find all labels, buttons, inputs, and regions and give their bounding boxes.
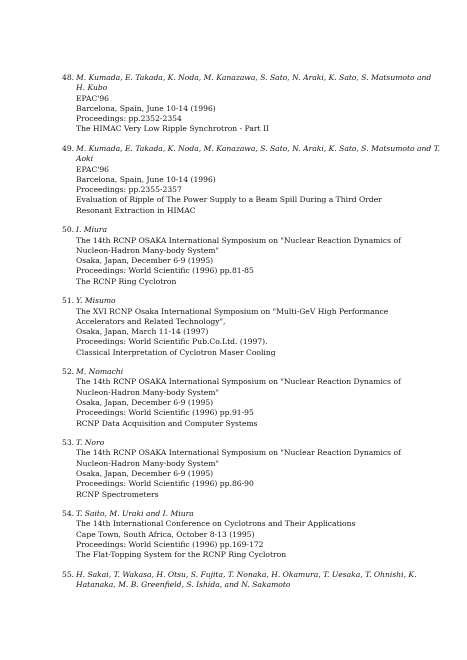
reference-proceedings: Proceedings: World Scientific Pub.Co.Ltd. (1997). <box>76 337 268 347</box>
reference-proceedings: Proceedings: pp.2352-2354 <box>76 114 182 124</box>
reference-venue-continued: Nucleon-Hadron Many-body System" <box>76 458 219 468</box>
reference-authors: I. Miura <box>76 225 108 235</box>
reference-entry <box>62 73 442 135</box>
reference-entry <box>62 367 442 429</box>
reference-entry <box>62 438 442 500</box>
reference-authors: T. Saito, M. Uraki and I. Miura <box>76 509 194 519</box>
reference-location: Barcelona, Spain, June 10-14 (1996) <box>76 174 216 184</box>
reference-proceedings: Proceedings: World Scientific (1996) pp.81-85 <box>76 266 254 276</box>
reference-entry <box>62 144 442 216</box>
reference-title: The RCNP Ring Cyclotron <box>76 276 177 286</box>
reference-venue-continued: Accelerators and Related Technology", <box>76 316 226 326</box>
reference-entry <box>62 509 442 560</box>
reference-venue: The 14th RCNP OSAKA International Symposium on "Nuclear Reaction Dynamics of <box>76 377 401 387</box>
reference-number: 55. <box>62 569 75 579</box>
reference-body <box>76 367 442 429</box>
reference-body <box>76 509 442 560</box>
reference-title: The HIMAC Very Low Ripple Synchrotron - Part II <box>76 124 269 134</box>
reference-title: The Flat-Topping System for the RCNP Ring Cyclotron <box>76 550 287 560</box>
reference-number: 49. <box>62 143 75 153</box>
reference-title: Evaluation of Ripple of The Power Supply to a Beam Spill During a Third Order <box>76 195 382 205</box>
reference-venue: EPAC'96 <box>76 164 109 174</box>
reference-number: 53. <box>62 438 75 448</box>
reference-authors: M. Kumada, E. Takada, K. Noda, M. Kanazawa, S. Sato, N. Araki, K. Sato, S. Matsumoto and T. Aoki <box>76 143 441 164</box>
reference-body <box>76 438 442 500</box>
reference-location: Barcelona, Spain, June 10-14 (1996) <box>76 103 216 113</box>
reference-number: 51. <box>62 296 75 306</box>
reference-entry <box>62 570 442 591</box>
reference-venue: EPAC'96 <box>76 93 109 103</box>
reference-body <box>76 225 442 287</box>
reference-body <box>76 73 442 135</box>
reference-proceedings: Proceedings: World Scientific (1996) pp.169-172 <box>76 540 264 549</box>
reference-number: 50. <box>62 225 75 235</box>
reference-authors: Y. Misumo <box>76 296 116 306</box>
reference-venue: The 14th International Conference on Cyclotrons and Their Applications <box>76 519 356 529</box>
reference-proceedings: Proceedings: World Scientific (1996) pp.86-90 <box>76 479 254 489</box>
reference-location: Osaka, Japan, December 6-9 (1995) <box>76 256 214 266</box>
reference-body <box>76 296 442 358</box>
reference-location: Osaka, Japan, December 6-9 (1995) <box>76 469 214 479</box>
reference-location: Osaka, Japan, December 6-9 (1995) <box>76 398 214 408</box>
reference-number: 52. <box>62 367 75 377</box>
reference-venue-continued: Nucleon-Hadron Many-body System" <box>76 245 219 255</box>
reference-location: Osaka, Japan, March 11-14 (1997) <box>76 327 209 337</box>
reference-authors: M. Nomachi <box>76 367 124 377</box>
reference-proceedings: Proceedings: pp.2355-2357 <box>76 185 182 195</box>
reference-number: 54. <box>62 509 75 519</box>
reference-location: Cape Town, South Africa, October 8-13 (1995) <box>76 529 255 539</box>
reference-venue-continued: Nucleon-Hadron Many-body System" <box>76 387 219 397</box>
reference-venue: The XVI RCNP Osaka International Symposium on "Multi-GeV High Performance <box>76 306 389 316</box>
reference-body <box>76 144 442 216</box>
reference-title: RCNP Data Acquisition and Computer Systems <box>76 418 258 428</box>
reference-list <box>62 73 442 600</box>
reference-number: 48. <box>62 73 75 82</box>
reference-entry <box>62 296 442 358</box>
reference-proceedings: Proceedings: World Scientific (1996) pp.91-95 <box>76 408 254 418</box>
reference-venue: The 14th RCNP OSAKA International Symposium on "Nuclear Reaction Dynamics of <box>76 235 401 245</box>
reference-venue: The 14th RCNP OSAKA International Symposium on "Nuclear Reaction Dynamics of <box>76 448 401 458</box>
reference-title-continued: Resonant Extraction in HIMAC <box>76 205 196 215</box>
reference-authors: T. Noro <box>76 438 105 448</box>
reference-body <box>76 570 442 591</box>
reference-entry <box>62 225 442 287</box>
reference-authors: H. Sakai, T. Wakasa, H. Otsu, S. Fujita, T. Nonaka, H. Okamura, T. Uesaka, T. Ohnishi, K. Hatanaka, M. B. Greenfield, S. Ishida, and N. Sakamoto <box>76 569 417 590</box>
reference-authors: M. Kumada, E. Takada, K. Noda, M. Kanazawa, S. Sato, N. Araki, K. Sato, S. Matsumoto and H. Kubo <box>76 73 432 93</box>
reference-title: RCNP Spectrometers <box>76 489 159 499</box>
reference-title: Classical Interpretation of Cyclotron Maser Cooling <box>76 347 276 357</box>
